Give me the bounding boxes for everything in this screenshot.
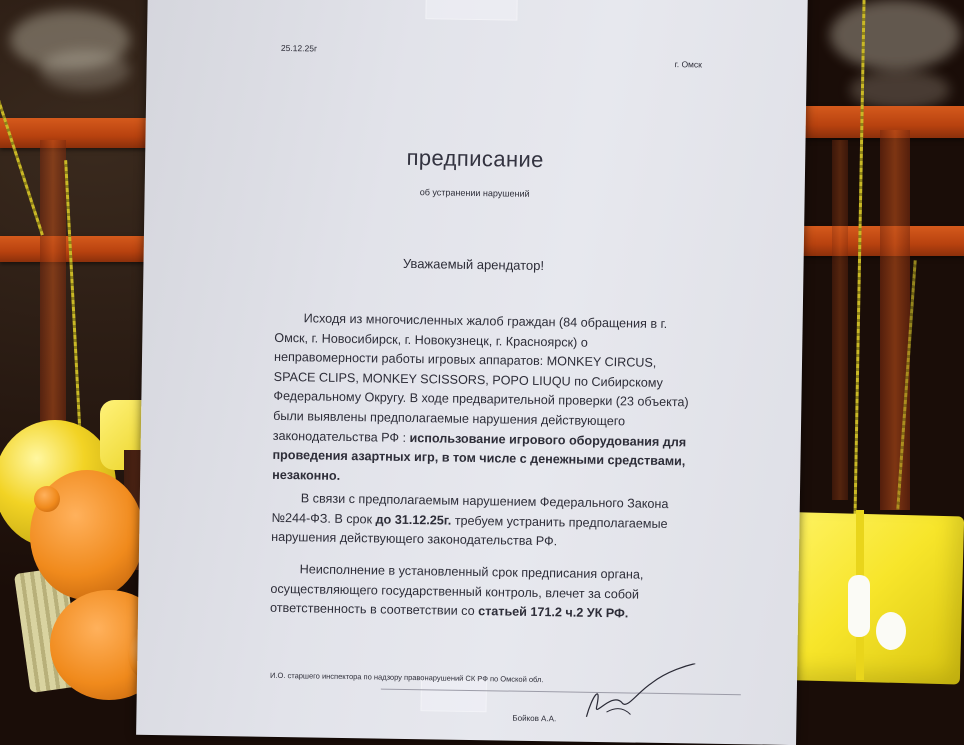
notice-subtitle: об устранении нарушений bbox=[419, 187, 530, 199]
paragraph-text: В связи с предполагаемым нарушением Федерального Закона №244-ФЗ. В срок bbox=[271, 491, 669, 527]
notice-paragraph-deadline bbox=[271, 489, 692, 554]
paragraph-bold-text: использование игрового оборудования для проведения азартных игр, в том числе с денежными средствами, незаконно. bbox=[272, 430, 687, 483]
deadline-date: до 31.12.25г. bbox=[375, 512, 452, 528]
notice-date: 25.12.25г bbox=[280, 42, 318, 54]
tape-strip bbox=[421, 679, 487, 712]
paragraph-text: Исходя из многочисленных жалоб граждан (84 обращения в г. Омск, г. Новосибирск, г. Новокузнецк, г. Красноярск) о неправомерности работы игровых аппаратов: MONKEY CIRCUS, SPACE CLIPS, MONKEY SCISSORS, POPO LIUQU по Сибирскому Федеральному Округу. В ходе предварительной проверки (23 объекта) были выявлены предполагаемые нарушения действующего законодательства РФ : bbox=[272, 311, 689, 445]
law-article: статьей 171.2 ч.2 УК РФ. bbox=[478, 604, 629, 621]
light-bokeh bbox=[40, 50, 130, 90]
frame-bar-upper-left bbox=[0, 118, 160, 148]
tape-strip bbox=[425, 0, 517, 21]
notice-title: предписание bbox=[406, 144, 545, 173]
notice-paper bbox=[136, 0, 808, 745]
frame-post-left bbox=[40, 140, 66, 440]
paragraph-text: Неисполнение в установленный срок предписания органа, осуществляющего государственный контроль, влечет за собой ответственность в соответствии со bbox=[270, 562, 644, 619]
orange-plush-toy-ear bbox=[34, 486, 60, 512]
handwritten-signature bbox=[566, 661, 707, 723]
earbud-toy bbox=[848, 575, 870, 637]
signatory-name: Бойков А.А. bbox=[512, 713, 557, 724]
prize-string bbox=[64, 160, 83, 460]
earbud-toy bbox=[876, 612, 906, 650]
light-bokeh bbox=[830, 0, 960, 70]
notice-city: г. Омск bbox=[674, 59, 702, 70]
frame-post-right bbox=[880, 130, 910, 510]
paragraph-text: требуем устранить предполагаемые нарушения действующего законодательства РФ. bbox=[271, 513, 668, 549]
notice-paragraph-complaints bbox=[272, 309, 695, 492]
frame-post-right-inner bbox=[832, 140, 848, 500]
notice-paragraph-liability bbox=[270, 560, 691, 625]
inspector-title: И.О. старшего инспектора по надзору правонарушений СК РФ по Омской обл. bbox=[269, 670, 544, 685]
light-bokeh bbox=[850, 70, 950, 110]
frame-bar-lower-left bbox=[0, 236, 160, 262]
notice-greeting: Уважаемый арендатор! bbox=[402, 255, 545, 274]
